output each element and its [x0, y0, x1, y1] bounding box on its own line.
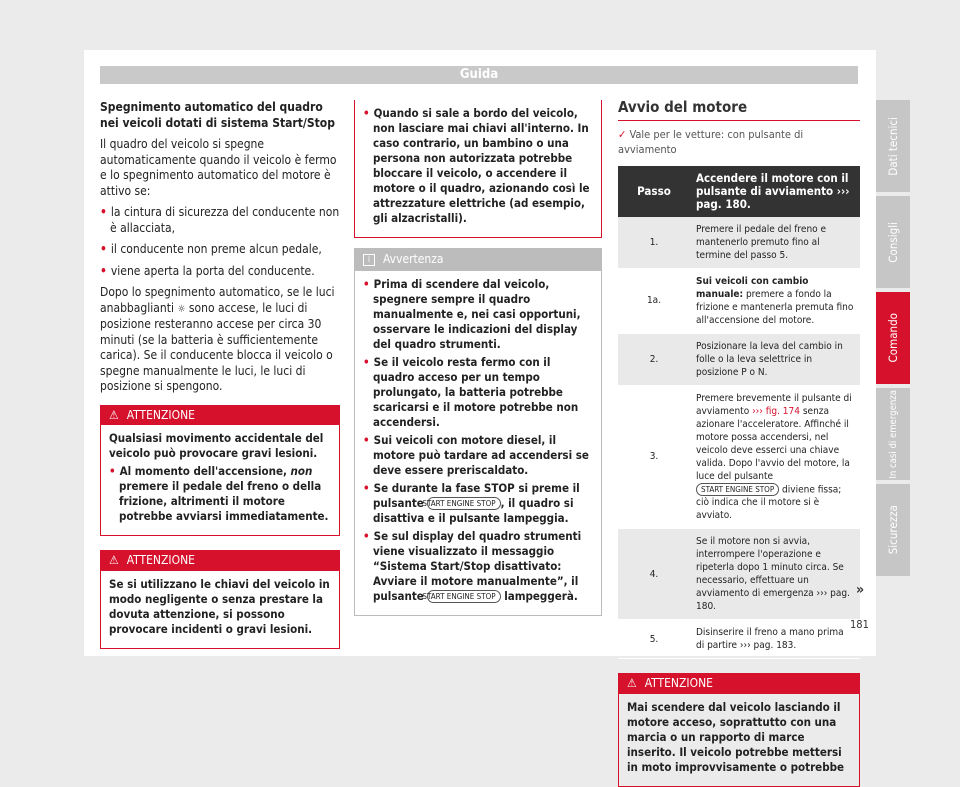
warning-text: Se si utilizzano le chiavi del veicolo in modo negligente o senza prestare la dovuta attenzione, si possono provocare incidenti o gravi lesioni. [109, 576, 330, 636]
table-row: 1. Premere il pedale del freno e mantenerlo premuto fino al termine del passo 5. [618, 217, 860, 269]
warning-icon: ⚠ [109, 553, 119, 567]
note-bullet: • Se il veicolo resta fermo con il quadro acceso per un tempo prolungato, la batteria potrebbe scaricarsi e il motore potrebbe non accendersi. [363, 355, 593, 430]
table-row: 4. Se il motore non si avvia, interrompere l'operazione e ripeterla dopo 1 minuto circa. Se necessario, effettuare un avviamento di emergenza ››› pag. 180. [618, 529, 860, 620]
info-icon: i [363, 254, 375, 266]
applies-line: ✓ Vale per le vetture: con pulsante di avviamento [618, 127, 804, 156]
tab-consigli[interactable]: Consigli [876, 196, 910, 288]
warning-title: ATTENZIONE [126, 407, 195, 422]
tab-dati-tecnici[interactable]: Dati tecnici [876, 100, 910, 192]
intro-text: Il quadro del veicolo si spegne automaticamente quando il veicolo è fermo e lo spegnimento automatico del motore è attivo se: [100, 137, 337, 198]
right-column [618, 100, 860, 787]
warning-box [618, 673, 860, 787]
table-row: 1a. Sui veicoli con cambio manuale: premere a fondo la frizione e mantenerla premuta fino all'accensione del motore. [618, 268, 860, 333]
continue-mark: » [856, 582, 865, 598]
table-row: 3. Premere brevemente il pulsante di avviamento ››› fig. 174 senza azionare l'acceleratore. Affinché il motore possa accendersi, nel veicolo deve esserci una chiave valida. Dopo l'avvio del motore, la luce del pulsante START ENGINE STOP diviene fissa; ciò indica che il motore si è avviato. [618, 385, 860, 529]
note-bullet: • Prima di scendere dal veicolo, spegnere sempre il quadro manualmente e, nei casi opportuni, osservare le indicazioni del display del quadro strumenti. [363, 277, 593, 352]
start-engine-stop-button-icon: START ENGINE STOP [427, 497, 500, 510]
note-title: Avvertenza [383, 252, 444, 266]
section-header: Guida [100, 66, 858, 84]
side-tabs [876, 100, 910, 580]
warning-continuation [354, 100, 602, 238]
warning-box [100, 550, 340, 649]
list-item: • viene aperta la porta del conducente. [100, 264, 340, 280]
warning-text: Qualsiasi movimento accidentale del veicolo può provocare gravi lesioni. [109, 431, 324, 460]
steps-table [618, 166, 860, 660]
table-header-step: Passo [618, 166, 690, 217]
low-beam-icon: ☼ [177, 303, 186, 315]
warning-text: Mai scendere dal veicolo lasciando il motore acceso, soprattutto con una marcia o un rapporto di marce inserito. Il veicolo potrebbe mettersi in moto improvvisamente o potrebbe [627, 699, 845, 774]
list-item: • la cintura di sicurezza del conducente non è allacciata, [100, 205, 340, 236]
start-engine-stop-button-icon: START ENGINE STOP [427, 590, 500, 603]
warning-bullet: • Al momento dell'accensione, non premere il pedale del freno o della frizione, altrimenti il motore potrebbe avviarsi immediatamente. [109, 464, 331, 524]
note-bullet: • Sui veicoli con motore diesel, il motore può tardare ad accendersi se deve essere preriscaldato. [363, 433, 593, 478]
note-box [354, 248, 602, 616]
note-bullet: • Se sul display del quadro strumenti viene visualizzato il messaggio “Sistema Start/Stop disattivato: Avviare il motore manualmente”, il pulsante START ENGINE STOP lampeggerà. [363, 529, 593, 604]
page-number: 181 [850, 618, 869, 631]
tab-sicurezza[interactable]: Sicurezza [876, 484, 910, 576]
paragraph: Dopo lo spegnimento automatico, se le luci anabbaglianti ☼ sono accese, le luci di posizione resteranno accese per circa 30 minuti (se la batteria è sufficientemente carica). Se il conducente blocca il veicolo o spegne manualmente le luci, le luci di posizione si spengono. [100, 285, 335, 393]
warning-icon: ⚠ [109, 407, 119, 422]
list-item: • il conducente non preme alcun pedale, [100, 242, 340, 258]
table-row: 5. Disinserire il freno a mano prima di partire ››› pag. 183. [618, 620, 860, 659]
table-row: 2. Posizionare la leva del cambio in folle o la leva selettrice in posizione P o N. [618, 333, 860, 385]
figure-link[interactable]: ››› fig. 174 [752, 405, 800, 417]
tab-in-casi-di-emergenza[interactable]: In casi di emergenza [876, 388, 910, 480]
note-bullet: • Se durante la fase STOP si preme il pulsante START ENGINE STOP , il quadro si disattiva e il pulsante lampeggia. [363, 481, 593, 526]
start-engine-stop-button-icon: START ENGINE STOP [696, 483, 779, 496]
warning-title: ATTENZIONE [126, 553, 195, 567]
table-header-action: Accendere il motore con il pulsante di avviamento ››› pag. 180. [690, 166, 860, 217]
left-column [100, 100, 340, 649]
tab-comando[interactable]: Comando [876, 292, 910, 384]
middle-column [354, 100, 602, 616]
heading: Spegnimento automatico del quadro nei veicoli dotati di sistema Start/Stop [100, 100, 335, 130]
section-title: Avvio del motore [618, 100, 860, 121]
warning-box [100, 405, 340, 537]
warning-icon: ⚠ [627, 676, 637, 690]
warning-title: ATTENZIONE [644, 676, 713, 690]
warning-bullet: • Quando si sale a bordo del veicolo, non lasciare mai chiavi all'interno. In caso contrario, un bambino o una persona non autorizzata potrebbe bloccare il veicolo, o accendere il motore o il quadro, azionando così le attrezzature elettriche (ad esempio, gli alzacristalli). [363, 106, 593, 226]
